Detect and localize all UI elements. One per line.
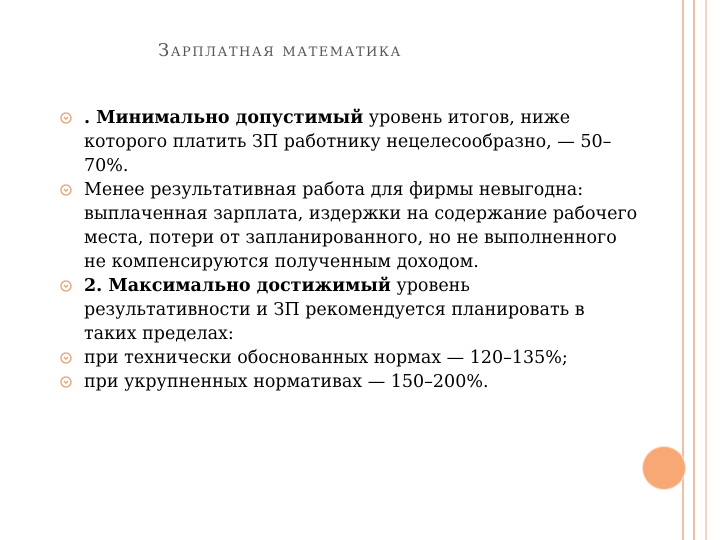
list-item [60, 346, 640, 370]
circle-chevron-icon [60, 184, 72, 196]
decorative-border-line [693, 0, 695, 540]
list-item [60, 370, 640, 394]
decorative-border-line [705, 0, 707, 540]
item-text: уровень итогов, ниже которого платить ЗП работнику нецелесообразно, — 50–70%. [84, 108, 612, 176]
circle-chevron-icon [60, 376, 72, 388]
item-bold-text: 2. Максимально достижимый [84, 276, 391, 296]
item-text: уровень результативности и ЗП рекомендуется планировать в таких пределах: [84, 276, 585, 344]
circle-chevron-icon [60, 352, 72, 364]
bullet-list [60, 106, 640, 394]
circle-chevron-icon [60, 280, 72, 292]
slide-title: Зарплатная математика [158, 40, 402, 61]
list-item [60, 106, 640, 178]
item-bold-text: . Минимально допустимый [84, 108, 364, 128]
decorative-circle [643, 447, 685, 489]
list-item [60, 274, 640, 346]
circle-chevron-icon [60, 112, 72, 124]
list-item [60, 178, 640, 274]
item-text: Менее результативная работа для фирмы невыгодна: выплаченная зарплата, издержки на содержание рабочего места, потери от запланированного, но не выполненного не компенсируются полученным доходом. [84, 180, 638, 272]
item-text: при укрупненных нормативах — 150–200%. [84, 372, 489, 392]
item-text: при технически обоснованных нормах — 120–135%; [84, 348, 568, 368]
